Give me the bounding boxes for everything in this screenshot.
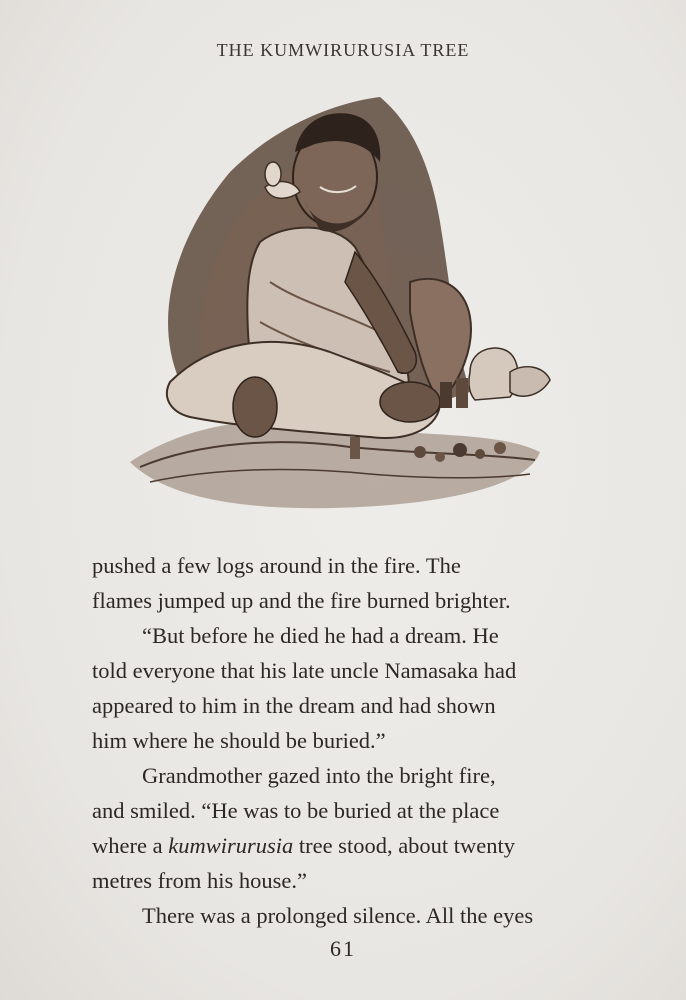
- text-line: There was a prolonged silence. All the eyes: [142, 903, 534, 928]
- page-number: 61: [330, 936, 356, 961]
- text-line: appeared to him in the dream and had shown: [92, 693, 496, 718]
- text-line: told everyone that his late uncle Namasaka had: [92, 658, 517, 683]
- paragraph-4: [92, 898, 592, 933]
- paragraph-3: [92, 758, 592, 898]
- running-head: THE KUMWIRURUSIA TREE: [216, 40, 470, 60]
- text-line: Grandmother gazed into the bright fire,: [142, 763, 496, 788]
- text-line: flames jumped up and the fire burned brighter.: [92, 588, 511, 613]
- italic-word: kumwirurusia: [168, 833, 294, 858]
- text-line-end: tree stood, about twenty: [293, 833, 516, 858]
- sepia-illustration-seated-man: [110, 82, 580, 522]
- text-line: pushed a few logs around in the fire. The: [92, 553, 461, 578]
- text-line: him where he should be buried.”: [92, 728, 386, 753]
- paragraph-1: [92, 548, 592, 618]
- paragraph-2: [92, 618, 592, 758]
- text-line: “But before he died he had a dream. He: [142, 623, 499, 648]
- body-text: [92, 548, 592, 933]
- text-line: metres from his house.”: [92, 868, 307, 893]
- text-line-start: where a: [92, 833, 169, 858]
- text-line: and smiled. “He was to be buried at the place: [92, 798, 500, 823]
